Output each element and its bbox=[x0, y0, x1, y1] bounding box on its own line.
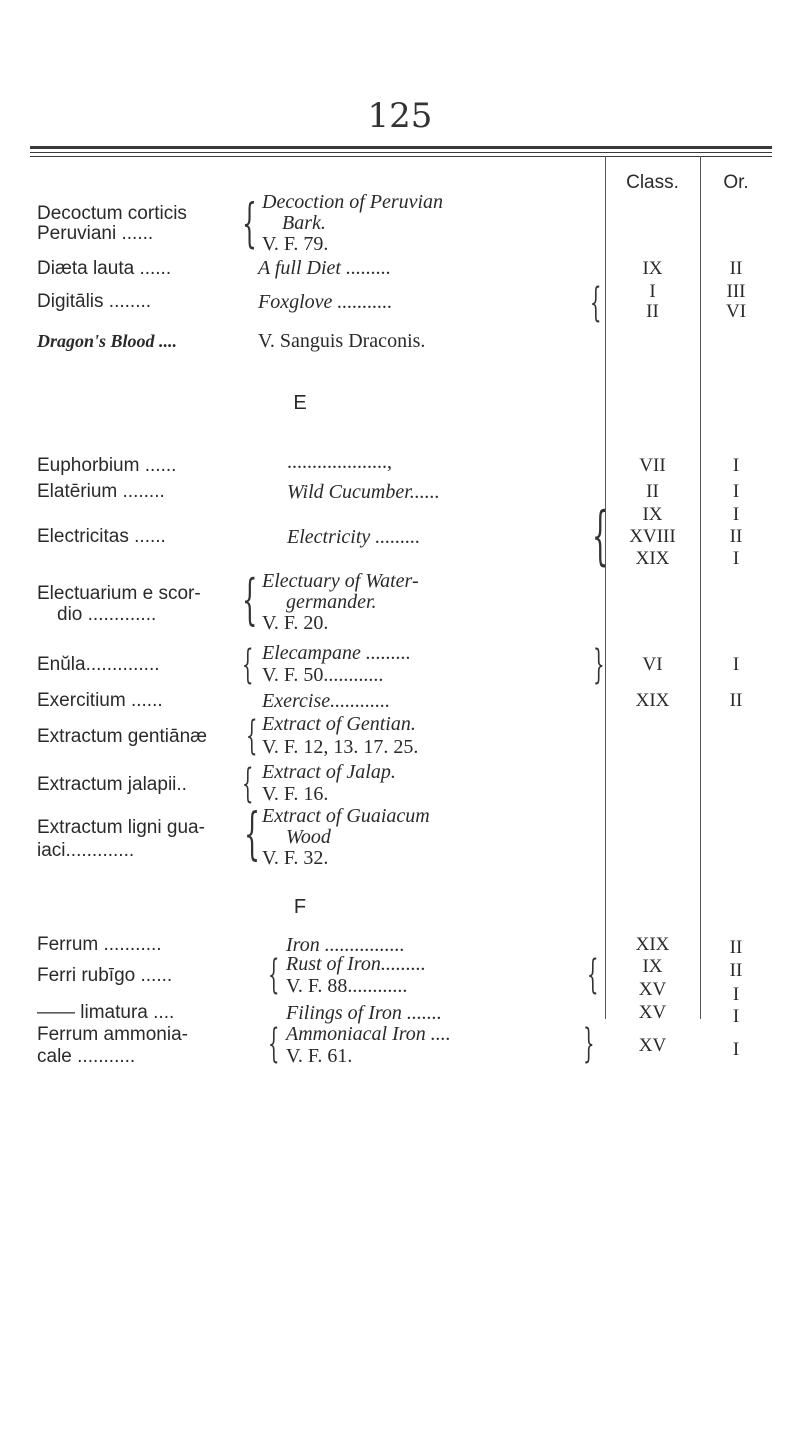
brace-icon: { bbox=[268, 1021, 280, 1067]
brace-icon: { bbox=[582, 1021, 595, 1067]
order-value: II bbox=[729, 937, 743, 958]
latin-name: Elatērium ........ bbox=[37, 481, 165, 502]
class-value: XVIII bbox=[629, 526, 676, 547]
english-name: Electuary of Water- bbox=[262, 570, 419, 592]
class-value: XV bbox=[638, 1002, 667, 1023]
order-value: I bbox=[732, 481, 740, 502]
reference: V. F. 12, 13. 17. 25. bbox=[262, 736, 419, 758]
latin-name: —— limatura .... bbox=[37, 1002, 175, 1023]
latin-name: Enŭla.............. bbox=[37, 654, 160, 675]
order-value: III bbox=[726, 281, 746, 302]
english-name: Foxglove ........... bbox=[258, 291, 393, 313]
latin-name: Diæta lauta ...... bbox=[37, 258, 172, 279]
order-value: II bbox=[729, 690, 743, 711]
brace-icon: { bbox=[244, 802, 261, 867]
class-value: XIX bbox=[635, 934, 670, 955]
latin-name-cont: iaci............. bbox=[37, 840, 135, 861]
latin-name: Electricitas ...... bbox=[37, 526, 166, 547]
class-value: XIX bbox=[635, 690, 670, 711]
class-value: II bbox=[646, 481, 659, 502]
reference: V. F. 32. bbox=[262, 847, 329, 869]
latin-name: Dragon's Blood .... bbox=[37, 331, 178, 351]
english-name: Extract of Jalap. bbox=[262, 761, 396, 783]
order-value: I bbox=[732, 455, 740, 476]
order-column-header: Or. bbox=[723, 172, 749, 193]
order-value: II bbox=[729, 526, 743, 547]
section-letter: E bbox=[293, 392, 307, 414]
section-letter: F bbox=[293, 896, 307, 918]
latin-name: Ferrum ammonia- bbox=[37, 1024, 188, 1045]
english-name-cont: Wood bbox=[286, 826, 331, 848]
english-name: Rust of Iron......... bbox=[286, 953, 426, 975]
brace-icon: { bbox=[242, 761, 254, 807]
brace-icon: { bbox=[242, 642, 254, 688]
english-name: Wild Cucumber...... bbox=[287, 481, 440, 503]
order-value: I bbox=[732, 504, 740, 525]
order-value: I bbox=[732, 548, 740, 569]
reference: V. F. 20. bbox=[262, 612, 329, 634]
latin-name: Ferri rubīgo ...... bbox=[37, 965, 173, 986]
reference: V. F. 16. bbox=[262, 783, 329, 805]
latin-name: Extractum gentiānæ bbox=[37, 726, 208, 747]
reference: V. F. 61. bbox=[286, 1045, 353, 1067]
reference: V. F. 88............ bbox=[286, 975, 408, 997]
page-number: 125 bbox=[367, 96, 433, 136]
class-value: IX bbox=[642, 956, 663, 977]
class-value: XV bbox=[638, 1035, 667, 1056]
latin-name: Euphorbium ...... bbox=[37, 455, 177, 476]
latin-name-cont: dio ............. bbox=[57, 604, 157, 625]
latin-name: Extractum ligni gua- bbox=[37, 817, 205, 838]
english-name: ...................., bbox=[287, 451, 392, 473]
class-value: II bbox=[646, 301, 659, 322]
english-name: Extract of Guaiacum bbox=[262, 805, 430, 827]
header-rule-thick bbox=[30, 146, 772, 149]
order-value: II bbox=[729, 960, 743, 981]
latin-name: Extractum jalapii.. bbox=[37, 774, 187, 795]
header-rule-thin bbox=[30, 152, 772, 153]
class-value: XV bbox=[638, 979, 667, 1000]
english-name: Iron ................ bbox=[286, 934, 405, 956]
english-name: Ammoniacal Iron .... bbox=[286, 1023, 451, 1045]
brace-icon: { bbox=[587, 952, 599, 998]
english-name: Exercise............ bbox=[262, 690, 391, 712]
english-name: Extract of Gentian. bbox=[262, 713, 416, 735]
english-name-cont: germander. bbox=[286, 591, 377, 613]
english-name: Elecampane ......... bbox=[262, 642, 411, 664]
class-column-header: Class. bbox=[626, 172, 679, 193]
header-rule-thin-2 bbox=[30, 156, 772, 157]
class-value: I bbox=[649, 281, 656, 302]
latin-name-cont: Peruviani ...... bbox=[37, 223, 154, 244]
reference: V. F. 50............ bbox=[262, 664, 384, 686]
class-value: VII bbox=[639, 455, 666, 476]
brace-icon: { bbox=[242, 568, 258, 631]
english-name: Decoction of Peruvian bbox=[262, 191, 444, 213]
order-value: VI bbox=[725, 301, 747, 322]
class-value: IX bbox=[642, 504, 663, 525]
latin-name: Exercitium ...... bbox=[37, 690, 163, 711]
brace-icon: { bbox=[592, 642, 605, 688]
english-name: Electricity ......... bbox=[287, 526, 421, 548]
class-value: XIX bbox=[635, 548, 670, 569]
english-name-cont: Bark. bbox=[282, 212, 326, 234]
brace-icon: { bbox=[592, 499, 609, 573]
class-value: IX bbox=[642, 258, 663, 279]
latin-name: Ferrum ........... bbox=[37, 934, 162, 955]
english-name: V. Sanguis Draconis. bbox=[258, 330, 426, 352]
order-value: II bbox=[729, 258, 743, 279]
brace-icon: { bbox=[246, 713, 258, 759]
brace-icon: { bbox=[242, 194, 257, 254]
latin-name: Digitālis ........ bbox=[37, 291, 152, 312]
order-value: I bbox=[732, 1039, 740, 1060]
latin-name-cont: cale ........... bbox=[37, 1046, 136, 1067]
brace-icon: { bbox=[590, 280, 602, 326]
order-value: I bbox=[732, 654, 740, 675]
brace-icon: { bbox=[268, 952, 280, 998]
reference: V. F. 79. bbox=[262, 233, 329, 255]
english-name: Filings of Iron ....... bbox=[286, 1002, 442, 1024]
class-value: VI bbox=[642, 654, 663, 675]
order-value: I bbox=[732, 1006, 740, 1027]
order-value: I bbox=[732, 984, 740, 1005]
latin-name: Decoctum corticis bbox=[37, 203, 187, 224]
latin-name: Electuarium e scor- bbox=[37, 583, 201, 604]
english-name: A full Diet ......... bbox=[258, 257, 391, 279]
